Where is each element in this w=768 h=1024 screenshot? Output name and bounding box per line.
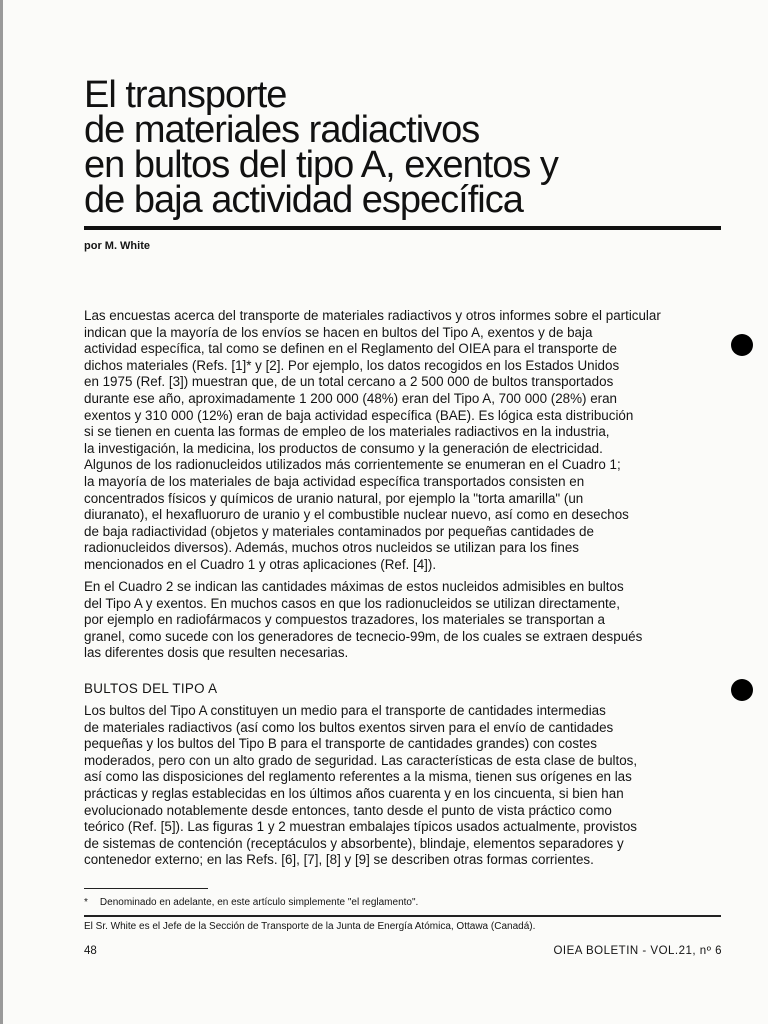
text-line: En el Cuadro 2 se indican las cantidades máximas de estos nucleidos admisibles en bultos: [84, 579, 624, 594]
text-line: dichos materiales (Refs. [1]* y [2]. Por ejemplo, los datos recogidos en los Estados Unidos: [84, 357, 620, 373]
text-line: durante ese año, aproximadamente 1 200 000 (48%) eran del Tipo A, 700 000 (28%) eran: [84, 390, 618, 406]
text-line: del Tipo A y exentos. En muchos casos en que los radionucleidos se utilizan directamente,: [84, 595, 620, 611]
text-line: Los bultos del Tipo A constituyen un medio para el transporte de cantidades intermedias: [84, 703, 606, 718]
journal-reference: OIEA BOLETIN - VOL.21, nº 6: [553, 945, 722, 957]
article-title: [84, 74, 558, 221]
text-line: contenedor externo; en las Refs. [6], [7], [8] y [9] se describen otras formas corrientes.: [84, 852, 594, 868]
footnote-rule: [84, 888, 208, 889]
text-line: evolucionado notablemente desde entonces, tanto desde el punto de vista práctico como: [84, 802, 612, 818]
page-edge: [0, 0, 3, 1024]
text-line: granel, como sucede con los generadores de tecnecio-99m, de los cuales se extraen después: [84, 628, 643, 644]
text-line: pequeñas y los bultos del Tipo B para el transporte de cantidades grandes) con costes: [84, 736, 597, 752]
text-line: actividad específica, tal como se definen en el Reglamento del OIEA para el transporte de: [84, 341, 617, 357]
author-bio: El Sr. White es el Jefe de la Sección de Transporte de la Junta de Energía Atómica, Ottawa (Canadá).: [84, 921, 536, 932]
title-rule: [84, 226, 721, 230]
text-line: mencionados en el Cuadro 1 y otras aplicaciones (Ref. [4]).: [84, 556, 437, 572]
text-line: de baja radiactividad (objetos y materiales contaminados por pequeñas cantidades de: [84, 523, 594, 539]
paragraph-tipo-a: [84, 703, 637, 869]
footnote: [84, 897, 418, 908]
text-line: moderados, pero con un alto grado de seguridad. Las características de esta clase de bultos,: [84, 752, 638, 768]
text-line: las diferentes dosis que resulten necesarias.: [84, 645, 349, 661]
author-byline: por M. White: [84, 240, 150, 252]
text-line: exentos y 310 000 (12%) eran de baja actividad específica (BAE). Es lógica esta distribución: [84, 407, 634, 423]
text-line: si se tienen en cuenta las formas de empleo de los materiales radiactivos en la industria,: [84, 424, 610, 440]
title-line: de baja actividad específica: [84, 179, 523, 221]
title-line: en bultos del tipo A, exentos y: [84, 144, 558, 186]
text-line: de sistemas de contención (receptáculos y absorbente), blindaje, elementos separadores y: [84, 835, 624, 851]
text-line: diuranato), el hexafluoruro de uranio y el combustible nuclear nuevo, así como en desechos: [84, 507, 629, 523]
page-number: 48: [84, 945, 97, 957]
text-line: prácticas y reglas establecidas en los últimos años cuarenta y en los cincuenta, si bien han: [84, 785, 624, 801]
title-line: de materiales radiactivos: [84, 109, 480, 151]
paragraph-cuadro-2: [84, 579, 642, 662]
title-line: El transporte: [84, 74, 287, 116]
text-line: la investigación, la medicina, los productos de consumo y la generación de electricidad.: [84, 440, 603, 456]
text-line: teórico (Ref. [5]). Las figuras 1 y 2 muestran embalajes típicos usados actualmente, provistos: [84, 819, 637, 835]
footnote-marker: *: [84, 897, 88, 908]
text-line: así como las disposiciones del reglamento referentes a la misma, tienen sus orígenes en las: [84, 769, 632, 785]
text-line: la mayoría de los materiales de baja actividad específica transportados consisten en: [84, 473, 585, 489]
text-line: por ejemplo en radiofármacos y compuestos trazadores, los materiales se transportan a: [84, 612, 605, 628]
text-line: concentrados físicos y químicos de uranio natural, por ejemplo la "torta amarilla" (un: [84, 490, 584, 506]
text-line: radionucleidos diversos). Además, muchos otros nucleidos se utilizan para los fines: [84, 540, 579, 556]
margin-dot-marker: [731, 334, 753, 356]
text-line: de materiales radiactivos (así como los bultos exentos sirven para el envío de cantidades: [84, 719, 614, 735]
text-line: en 1975 (Ref. [3]) muestran que, de un total cercano a 2 500 000 de bultos transportados: [84, 374, 614, 390]
margin-dot-marker: [731, 679, 753, 701]
footnote-text: Denominado en adelante, en este artículo simplemente "el reglamento".: [99, 897, 419, 908]
bio-rule: [84, 915, 721, 917]
paragraph-intro: [84, 308, 661, 574]
text-line: indican que la mayoría de los envíos se hacen en bultos del Tipo A, exentos y de baja: [84, 324, 593, 340]
text-line: Las encuestas acerca del transporte de materiales radiactivos y otros informes sobre el particular: [84, 308, 661, 323]
text-line: Algunos de los radionucleidos utilizados más corrientemente se enumeran en el Cuadro 1;: [84, 457, 621, 473]
section-heading: BULTOS DEL TIPO A: [84, 681, 218, 696]
